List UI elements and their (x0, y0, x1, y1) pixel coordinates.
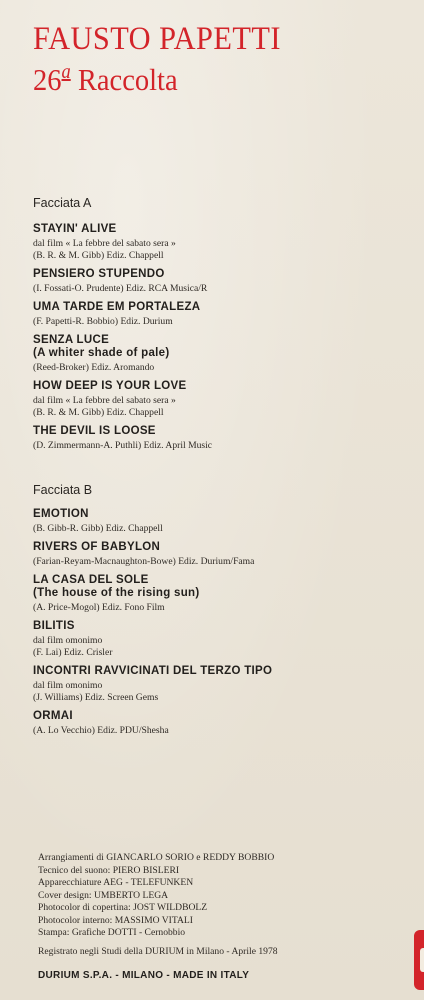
track-credit: (A. Price-Mogol) Ediz. Fono Film (33, 602, 165, 613)
credit-line: Stampa: Grafiche DOTTI - Cernobbio (38, 927, 186, 938)
track-credit: (Reed-Broker) Ediz. Aromando (33, 362, 155, 373)
track-item (33, 710, 413, 737)
track-item (33, 620, 413, 659)
track-item (33, 223, 413, 262)
track-title: PENSIERO STUPENDO (33, 268, 165, 280)
track-note: dal film omonimo (33, 680, 103, 691)
volume-word: Raccolta (77, 62, 178, 97)
track-title: HOW DEEP IS YOUR LOVE (33, 380, 187, 392)
track-title: LA CASA DEL SOLE (The house of the rising sun) (33, 574, 200, 599)
production-credits (38, 852, 398, 940)
track-item (33, 268, 413, 295)
track-title: INCONTRI RAVVICINATI DEL TERZO TIPO (33, 665, 273, 677)
track-item (33, 425, 413, 452)
volume-number: 26 (33, 62, 62, 97)
credit-line: Arrangiamenti di GIANCARLO SORIO e REDDY BOBBIO (38, 852, 275, 863)
track-note: dal film « La febbre del sabato sera » (33, 395, 176, 406)
track-item (33, 380, 413, 419)
track-credit: (I. Fossati-O. Prudente) Ediz. RCA Musica/R (33, 283, 208, 294)
track-credit: (B. R. & M. Gibb) Ediz. Chappell (33, 250, 164, 261)
side-a-heading: Facciata A (33, 196, 92, 210)
track-title: SENZA LUCE (A whiter shade of pale) (33, 334, 170, 359)
track-title: RIVERS OF BABYLON (33, 541, 161, 553)
volume-suffix: a (61, 61, 71, 83)
album-subtitle (33, 56, 178, 96)
track-item (33, 574, 413, 614)
credit-line: Apparecchiature AEG - TELEFUNKEN (38, 877, 194, 888)
artist-title: FAUSTO PAPETTI (33, 21, 281, 57)
track-title: ORMAI (33, 710, 73, 722)
publisher-footer: DURIUM S.P.A. - MILANO - MADE IN ITALY (38, 970, 250, 981)
credit-line: Photocolor interno: MASSIMO VITALI (38, 914, 193, 926)
track-title: EMOTION (33, 508, 89, 520)
credit-line: Photocolor di copertina: JOST WILDBOLZ (38, 902, 208, 913)
track-title: STAYIN' ALIVE (33, 223, 117, 235)
track-credit: (D. Zimmermann-A. Puthli) Ediz. April Music (33, 440, 213, 451)
track-item (33, 665, 413, 704)
track-item (33, 301, 413, 328)
track-item (33, 334, 413, 374)
track-title: UMA TARDE EM PORTALEZA (33, 301, 201, 313)
track-credit: (Farian-Reyam-Macnaughton-Bowe) Ediz. Durium/Fama (33, 556, 255, 567)
recording-note: Registrato negli Studi della DURIUM in Milano - Aprile 1978 (38, 946, 278, 957)
track-note: dal film « La febbre del sabato sera » (33, 238, 176, 249)
side-b-tracklist (33, 508, 413, 743)
track-credit: (F. Lai) Ediz. Crisler (33, 647, 113, 658)
track-credit: (J. Williams) Ediz. Screen Gems (33, 692, 159, 703)
track-credit: (B. Gibb-R. Gibb) Ediz. Chappell (33, 523, 163, 534)
track-credit: (B. R. & M. Gibb) Ediz. Chappell (33, 407, 164, 418)
credit-line: Tecnico del suono: PIERO BISLERI (38, 864, 180, 876)
side-b-heading: Facciata B (33, 483, 93, 497)
track-title: THE DEVIL IS LOOSE (33, 425, 156, 437)
track-note: dal film omonimo (33, 635, 103, 646)
track-title: BILITIS (33, 620, 75, 632)
track-item (33, 541, 413, 568)
credit-line: Cover design: UMBERTO LEGA (38, 889, 169, 901)
track-item (33, 508, 413, 535)
track-credit: (A. Lo Vecchio) Ediz. PDU/Shesha (33, 725, 169, 736)
side-a-tracklist (33, 223, 413, 458)
track-credit: (F. Papetti-R. Bobbio) Ediz. Durium (33, 316, 173, 327)
red-label-sticker (414, 930, 424, 990)
